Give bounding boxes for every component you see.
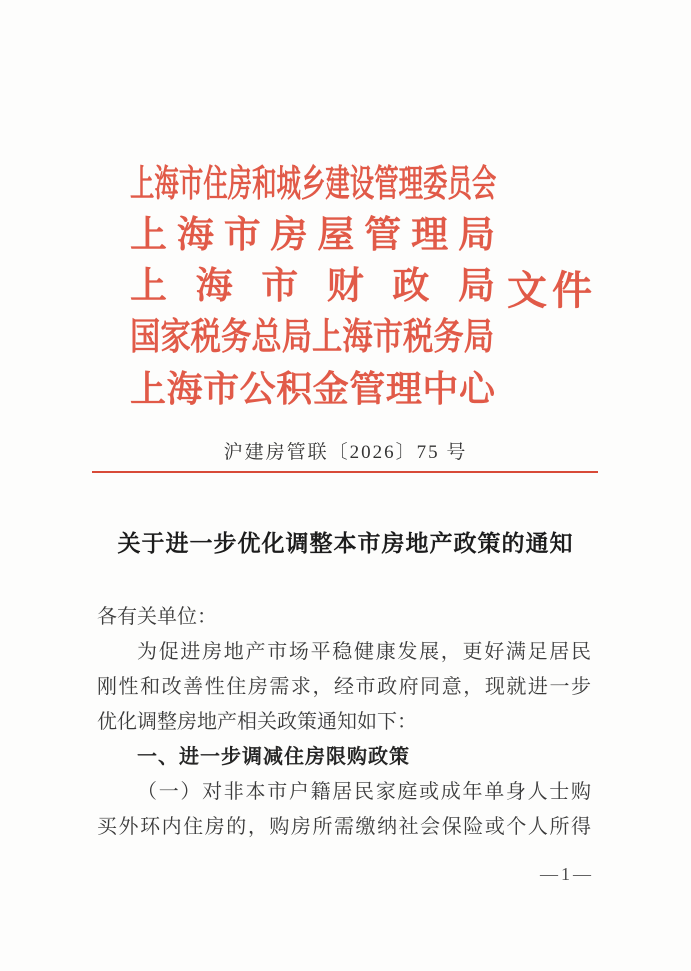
page-number: —1— <box>540 864 594 884</box>
document-number: 沪建房管联〔2026〕75 号 <box>223 442 468 463</box>
salutation: 各有关单位： <box>97 606 217 628</box>
notice-title: 关于进一步优化调整本市房地产政策的通知 <box>117 531 574 556</box>
section-heading: 一、进一步调减住房限购政策 <box>137 746 410 768</box>
notice-body <box>97 600 591 845</box>
letterhead <box>130 160 685 415</box>
agency-line <box>130 262 685 313</box>
agency-line <box>130 364 685 415</box>
agency-name: 上海市房屋管理局 <box>130 215 495 257</box>
body-line: 刚性和改善性住房需求，经市政府同意，现就进一步 <box>97 676 591 698</box>
body-line: （一）对非本市户籍居民家庭或成年单身人士购 <box>137 781 591 803</box>
document-type-label: 文件 <box>507 268 597 313</box>
agency-name: 上海市公积金管理中心 <box>130 368 495 409</box>
red-divider-line <box>92 471 598 473</box>
body-line: 买外环内住房的，购房所需缴纳社会保险或个人所得 <box>97 816 591 838</box>
body-line: 为促进房地产市场平稳健康发展，更好满足居民 <box>137 641 591 663</box>
agency-name: 上海市住房和城乡建设管理委员会 <box>130 164 497 206</box>
agency-name: 国家税务总局上海市税务局 <box>130 317 495 359</box>
body-line: 优化调整房地产相关政策通知如下： <box>97 711 417 733</box>
agency-line <box>130 160 685 211</box>
agency-name: 上海市财政局 <box>130 266 495 308</box>
agency-line <box>130 313 685 364</box>
agency-line <box>130 211 685 262</box>
